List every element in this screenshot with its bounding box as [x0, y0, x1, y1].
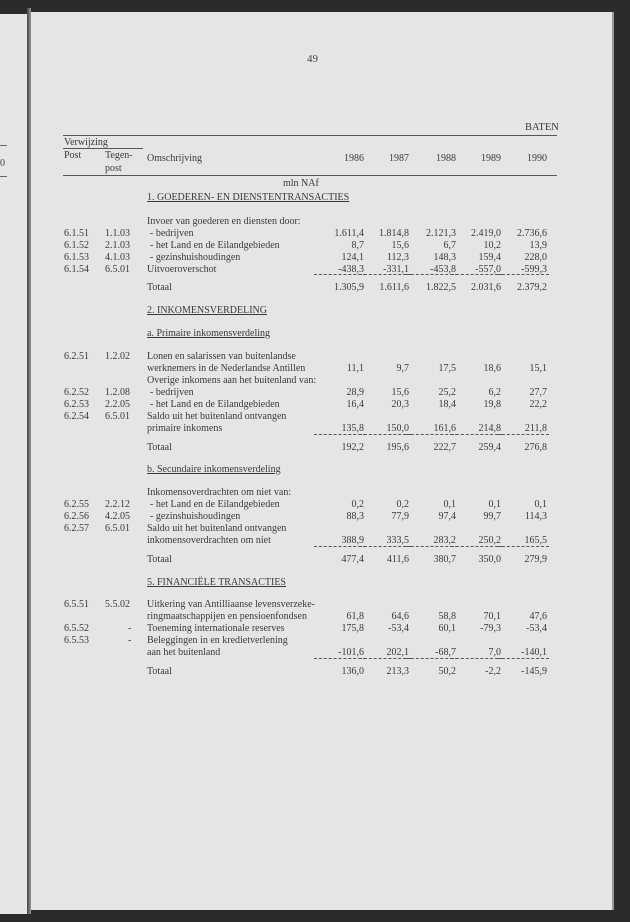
row-value: 16,4	[346, 399, 364, 410]
row-value: 0,2	[396, 499, 409, 510]
subtotal-dashed-rule	[497, 546, 549, 547]
total-value: 259,4	[478, 442, 501, 453]
row-value: 28,9	[346, 387, 364, 398]
row-label: Uitvoeroverschot	[147, 264, 217, 275]
subtotal-dashed-rule	[359, 274, 411, 275]
header-year-0: 1986	[344, 153, 364, 164]
header-year-4: 1990	[527, 153, 547, 164]
post-code: 6.1.53	[64, 252, 89, 263]
post-code: 6.5.51	[64, 599, 89, 610]
subsection-title: a. Primaire inkomensverdeling	[147, 328, 271, 339]
row-value: 2.121,3	[426, 228, 456, 239]
row-value: 6,7	[443, 240, 456, 251]
subsection-title: b. Secundaire inkomensverdeling	[147, 464, 281, 475]
row-value: 283,2	[433, 535, 456, 546]
row-label: - bedrijven	[150, 387, 194, 398]
row-value: 112,3	[386, 252, 409, 263]
subtotal-dashed-rule	[451, 658, 503, 659]
row-label: Overige inkomens aan het buitenland van:	[147, 375, 317, 386]
post-code: 6.2.56	[64, 511, 89, 522]
document-page	[31, 12, 614, 910]
total-value: 477,4	[341, 554, 364, 565]
header-bottom-rule	[63, 175, 557, 176]
section-title: 1. GOEDEREN- EN DIENSTENTRANSACTIES	[147, 192, 350, 203]
total-value: 1.305,9	[334, 282, 364, 293]
row-value: 15,1	[529, 363, 547, 374]
subtotal-dashed-rule	[451, 434, 503, 435]
total-value: 1.822,5	[426, 282, 456, 293]
row-value: 161,6	[433, 423, 456, 434]
tegenpost-code: 2.2.12	[105, 499, 130, 510]
row-value: 10,2	[483, 240, 501, 251]
row-value: 165,5	[524, 535, 547, 546]
row-value: 333,5	[386, 535, 409, 546]
row-value: 8,7	[351, 240, 364, 251]
tegenpost-code: 4.1.03	[105, 252, 130, 263]
section-title: 2. INKOMENSVERDELING	[147, 305, 267, 316]
row-label-continued: primaire inkomens	[147, 423, 223, 434]
row-label: Beleggingen in en kredietverlening	[147, 635, 288, 646]
total-value: 276,8	[524, 442, 547, 453]
subtotal-dashed-rule	[359, 546, 411, 547]
row-value: 2.736,6	[517, 228, 547, 239]
post-code: 6.2.54	[64, 411, 89, 422]
row-value: 388,9	[341, 535, 364, 546]
row-value: 1.611,4	[334, 228, 364, 239]
row-value: 97,4	[438, 511, 456, 522]
row-value: -599,3	[521, 264, 547, 275]
row-value: 19,8	[483, 399, 501, 410]
post-code: 6.1.52	[64, 240, 89, 251]
section-intro: Inkomensoverdrachten om niet van:	[147, 487, 292, 498]
header-year-3: 1989	[481, 153, 501, 164]
tegenpost-code: 1.2.02	[105, 351, 130, 362]
total-value: 195,6	[386, 442, 409, 453]
tegenpost-code: 5.5.02	[105, 599, 130, 610]
row-label-continued: werknemers in de Nederlandse Antillen	[147, 363, 306, 374]
tegenpost-code: 2.2.05	[105, 399, 130, 410]
header-group-verwijzing: Verwijzing	[64, 137, 108, 148]
total-label: Totaal	[147, 666, 172, 677]
row-label: - bedrijven	[150, 228, 194, 239]
facing-page-digit: 0	[0, 158, 5, 169]
row-value: -101,6	[338, 647, 364, 658]
subtotal-dashed-rule	[451, 274, 503, 275]
post-code: 6.5.53	[64, 635, 89, 646]
total-value: 411,6	[386, 554, 409, 565]
row-value: 60,1	[438, 623, 456, 634]
row-value: 99,7	[483, 511, 501, 522]
header-col-post: Post	[64, 150, 82, 161]
total-value: 192,2	[341, 442, 364, 453]
row-value: 64,6	[391, 611, 409, 622]
row-label: Toeneming internationale reserves	[147, 623, 285, 634]
row-value: 0,2	[351, 499, 364, 510]
total-label: Totaal	[147, 554, 172, 565]
row-value: 58,8	[438, 611, 456, 622]
section-title: 5. FINANCIËLE TRANSACTIES	[147, 577, 286, 588]
row-value: 77,9	[391, 511, 409, 522]
row-value: 11,1	[346, 363, 364, 374]
facing-page-rule	[0, 145, 7, 146]
subtotal-dashed-rule	[497, 434, 549, 435]
row-value: 15,6	[391, 387, 409, 398]
row-value: -331,1	[383, 264, 409, 275]
tegenpost-code: -	[128, 623, 132, 634]
total-label: Totaal	[147, 282, 172, 293]
section-intro: Invoer van goederen en diensten door:	[147, 216, 301, 227]
row-value: 9,7	[396, 363, 409, 374]
row-value: 61,8	[346, 611, 364, 622]
row-value: 159,4	[478, 252, 501, 263]
row-value: 0,1	[534, 499, 547, 510]
header-group-rule	[63, 148, 143, 149]
row-value: 7,0	[488, 647, 501, 658]
facing-page-rule	[0, 176, 7, 177]
tegenpost-code: 6.5.01	[105, 411, 130, 422]
row-value: 114,3	[524, 511, 547, 522]
tegenpost-code: 1.1.03	[105, 228, 130, 239]
row-label: Saldo uit het buitenland ontvangen	[147, 523, 287, 534]
row-value: 0,1	[488, 499, 501, 510]
tegenpost-code: -	[128, 635, 132, 646]
tegenpost-code: 6.5.01	[105, 523, 130, 534]
row-value: 15,6	[391, 240, 409, 251]
row-value: 135,8	[341, 423, 364, 434]
row-value: 6,2	[488, 387, 501, 398]
row-value: -140,1	[521, 647, 547, 658]
row-value: 2.419,0	[471, 228, 501, 239]
tegenpost-code: 4.2.05	[105, 511, 130, 522]
row-value: 214,8	[478, 423, 501, 434]
row-value: 70,1	[483, 611, 501, 622]
row-label-continued: ringmaatschappijen en pensioenfondsen	[147, 611, 307, 622]
row-label-continued: inkomensoverdrachten om niet	[147, 535, 271, 546]
row-value: 25,2	[438, 387, 456, 398]
subtotal-dashed-rule	[359, 434, 411, 435]
subtotal-dashed-rule	[359, 658, 411, 659]
row-value: -53,4	[388, 623, 409, 634]
unit-label: mln NAf	[283, 178, 319, 189]
header-year-1: 1987	[389, 153, 409, 164]
total-value: -2,2	[485, 666, 501, 677]
row-value: -438,3	[338, 264, 364, 275]
row-value: 250,2	[478, 535, 501, 546]
subtotal-dashed-rule	[497, 274, 549, 275]
row-label: - het Land en de Eilandgebieden	[150, 499, 280, 510]
post-code: 6.2.52	[64, 387, 89, 398]
header-col-omschrijving: Omschrijving	[147, 153, 202, 164]
row-value: 150,0	[386, 423, 409, 434]
post-code: 6.5.52	[64, 623, 89, 634]
row-value: 13,9	[529, 240, 547, 251]
row-value: 20,3	[391, 399, 409, 410]
total-value: 222,7	[433, 442, 456, 453]
total-value: 279,9	[524, 554, 547, 565]
row-value: -557,0	[475, 264, 501, 275]
row-value: 1.814,8	[379, 228, 409, 239]
side-label: BATEN	[525, 122, 559, 133]
total-label: Totaal	[147, 442, 172, 453]
total-value: 136,0	[341, 666, 364, 677]
total-value: 213,3	[386, 666, 409, 677]
row-value: 22,2	[529, 399, 547, 410]
total-value: 1.611,6	[379, 282, 409, 293]
row-value: 211,8	[524, 423, 547, 434]
row-value: 124,1	[341, 252, 364, 263]
total-value: 2.031,6	[471, 282, 501, 293]
tegenpost-code: 6.5.01	[105, 264, 130, 275]
row-value: 202,1	[386, 647, 409, 658]
header-col-tegenpost: Tegen-	[105, 150, 133, 161]
header-col-tegenpost-2: post	[105, 163, 122, 174]
subtotal-dashed-rule	[451, 546, 503, 547]
total-value: 50,2	[438, 666, 456, 677]
row-label: Saldo uit het buitenland ontvangen	[147, 411, 287, 422]
post-code: 6.1.51	[64, 228, 89, 239]
row-value: -453,8	[430, 264, 456, 275]
post-code: 6.2.55	[64, 499, 89, 510]
row-value: -53,4	[526, 623, 547, 634]
row-value: -68,7	[435, 647, 456, 658]
post-code: 6.2.51	[64, 351, 89, 362]
row-value: 27,7	[529, 387, 547, 398]
row-label: Lonen en salarissen van buitenlandse	[147, 351, 296, 362]
row-label-continued: aan het buitenland	[147, 647, 221, 658]
row-label: - het Land en de Eilandgebieden	[150, 240, 280, 251]
row-value: 148,3	[433, 252, 456, 263]
row-value: 175,8	[341, 623, 364, 634]
row-value: 47,6	[529, 611, 547, 622]
row-label: Uitkering van Antilliaanse levensverzeke-	[147, 599, 315, 610]
post-code: 6.2.57	[64, 523, 89, 534]
tegenpost-code: 2.1.03	[105, 240, 130, 251]
total-value: 2.379,2	[517, 282, 547, 293]
total-value: 380,7	[433, 554, 456, 565]
page-number: 49	[307, 53, 318, 65]
header-top-rule	[63, 135, 557, 136]
row-label: - gezinshuishoudingen	[150, 252, 241, 263]
row-label: - het Land en de Eilandgebieden	[150, 399, 280, 410]
total-value: 350,0	[478, 554, 501, 565]
tegenpost-code: 1.2.08	[105, 387, 130, 398]
row-value: 18,4	[438, 399, 456, 410]
header-year-2: 1988	[436, 153, 456, 164]
row-value: 17,5	[438, 363, 456, 374]
subtotal-dashed-rule	[497, 658, 549, 659]
row-label: - gezinshuishoudingen	[150, 511, 241, 522]
row-value: 0,1	[443, 499, 456, 510]
facing-page-edge	[0, 14, 30, 914]
row-value: 88,3	[346, 511, 364, 522]
row-value: 228,0	[524, 252, 547, 263]
total-value: -145,9	[521, 666, 547, 677]
post-code: 6.2.53	[64, 399, 89, 410]
row-value: -79,3	[480, 623, 501, 634]
row-value: 18,6	[483, 363, 501, 374]
post-code: 6.1.54	[64, 264, 89, 275]
